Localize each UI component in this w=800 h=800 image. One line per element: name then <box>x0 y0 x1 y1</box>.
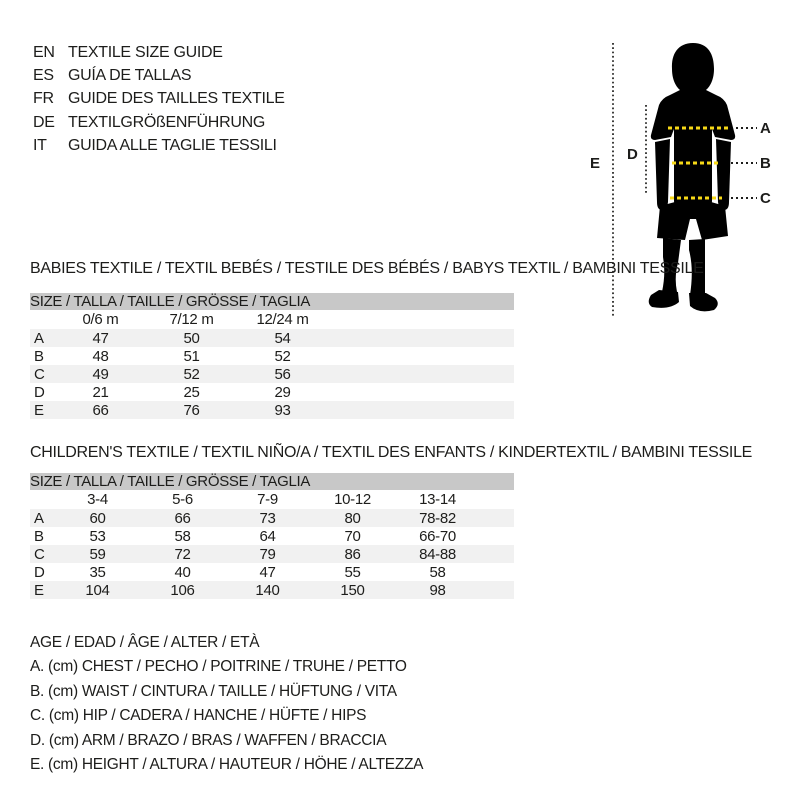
size-header-label: SIZE / TALLA / TAILLE / GRÖSSE / TAGLIA <box>30 293 514 310</box>
measurement-value: 79 <box>225 545 310 563</box>
language-title-row <box>33 64 285 87</box>
language-title-row <box>33 135 285 158</box>
filler-cell <box>328 383 514 401</box>
column-header-row <box>30 490 514 509</box>
measurement-value: 58 <box>429 563 446 581</box>
measurement-value: 150 <box>310 581 395 599</box>
measurement-value: 47 <box>259 563 276 581</box>
filler-cell <box>480 563 514 581</box>
measurement-value: 78-82 <box>395 509 480 527</box>
measurement-letter: B <box>34 527 44 545</box>
measure-label-chest: A <box>760 120 771 137</box>
measurement-value: 66 <box>55 401 146 419</box>
measurement-value: 60 <box>55 509 140 527</box>
measurement-value: 58 <box>174 527 191 545</box>
measurement-value: 54 <box>237 329 328 347</box>
measurement-row <box>30 509 514 527</box>
measurement-value: 66 <box>140 509 225 527</box>
guide-title-text: TEXTILGRÖßENFÜHRUNG <box>68 113 265 131</box>
measurement-value: 50 <box>146 329 237 347</box>
measurement-value: 21 <box>92 383 109 401</box>
child-silhouette-figure <box>598 35 793 325</box>
legend-line: B. (cm) WAIST / CINTURA / TAILLE / HÜFTUNG / VITA <box>30 682 397 700</box>
measurement-row <box>30 347 514 365</box>
guide-title-text: TEXTILE SIZE GUIDE <box>68 43 223 61</box>
measurement-letter: B <box>34 347 44 365</box>
measurement-row <box>30 545 514 563</box>
corner-empty-cell <box>30 310 55 329</box>
measurement-value: 35 <box>89 563 106 581</box>
language-code: IT <box>33 137 47 155</box>
measurement-value: 104 <box>55 581 140 599</box>
measurement-value: 55 <box>344 563 361 581</box>
size-column-header: 12/24 m <box>256 311 309 328</box>
measurement-row <box>30 365 514 383</box>
legend-line: AGE / EDAD / ÂGE / ALTER / ETÀ <box>30 634 260 651</box>
measurement-row <box>30 563 514 581</box>
children-section-heading: CHILDREN'S TEXTILE / TEXTIL NIÑO/A / TEXTIL DES ENFANTS / KINDERTEXTIL / BAMBINI TESSILE <box>30 444 753 461</box>
measurement-value: 76 <box>146 401 237 419</box>
measurement-value: 48 <box>92 347 109 365</box>
filler-cell <box>328 347 514 365</box>
language-title-row <box>33 41 285 64</box>
size-column-header: 5-6 <box>172 491 193 508</box>
filler-cell <box>328 401 514 419</box>
measurement-value: 29 <box>274 383 291 401</box>
measure-label-height: E <box>590 155 600 172</box>
measurement-value: 53 <box>89 527 106 545</box>
measurement-value: 40 <box>174 563 191 581</box>
measurement-value: 25 <box>183 383 200 401</box>
measurement-value: 73 <box>225 509 310 527</box>
language-code: ES <box>33 67 54 85</box>
measurement-figure <box>598 35 793 325</box>
language-code: DE <box>33 113 55 131</box>
size-column-header: 7-9 <box>257 491 278 508</box>
filler-cell <box>480 490 514 509</box>
size-column-header: 7/12 m <box>169 311 214 328</box>
language-code: EN <box>33 43 55 61</box>
measurement-letter: D <box>34 383 45 401</box>
babies-section-heading: BABIES TEXTILE / TEXTIL BEBÉS / TESTILE DES BÉBÉS / BABYS TEXTIL / BAMBINI TESSILE <box>30 260 704 277</box>
measurement-row <box>30 401 514 419</box>
guide-title-text: GUIDE DES TAILLES TEXTILE <box>68 90 285 108</box>
children-size-table <box>30 473 514 599</box>
measurement-value: 98 <box>395 581 480 599</box>
measurement-row <box>30 527 514 545</box>
measurement-value: 140 <box>225 581 310 599</box>
measurement-value: 49 <box>55 365 146 383</box>
measure-label-hip: C <box>760 190 771 207</box>
measurement-value: 106 <box>140 581 225 599</box>
legend-line: D. (cm) ARM / BRAZO / BRAS / WAFFEN / BRACCIA <box>30 731 387 749</box>
legend-line: C. (cm) HIP / CADERA / HANCHE / HÜFTE / HIPS <box>30 707 367 725</box>
size-header-row <box>30 293 514 310</box>
silhouette-right-shoe <box>689 293 718 311</box>
measurement-value: 66-70 <box>419 527 456 545</box>
language-code: FR <box>33 90 54 108</box>
filler-cell <box>480 527 514 545</box>
measurement-letter: E <box>30 581 55 599</box>
filler-cell <box>328 310 514 329</box>
guide-title-text: GUÍA DE TALLAS <box>68 67 192 85</box>
measure-label-waist: B <box>760 155 771 172</box>
silhouette-left-arm <box>655 139 670 210</box>
filler-cell <box>480 545 514 563</box>
silhouette-shorts <box>657 202 728 240</box>
size-column-header: 3-4 <box>87 491 108 508</box>
measurement-value: 52 <box>274 347 291 365</box>
measurement-letter: D <box>34 563 45 581</box>
babies-size-table <box>30 293 514 419</box>
column-header-row <box>30 310 514 329</box>
measurement-value: 70 <box>344 527 361 545</box>
measurement-value: 84-88 <box>395 545 480 563</box>
size-column-header: 13-14 <box>419 491 456 508</box>
measurement-value: 56 <box>237 365 328 383</box>
measurement-value: 72 <box>140 545 225 563</box>
size-header-row <box>30 473 514 490</box>
measurement-row <box>30 329 514 347</box>
size-column-header: 10-12 <box>334 491 371 508</box>
measurement-value: 51 <box>183 347 200 365</box>
filler-cell <box>480 581 514 599</box>
measurement-letter: A <box>30 509 55 527</box>
size-header-label: SIZE / TALLA / TAILLE / GRÖSSE / TAGLIA <box>30 473 514 490</box>
filler-cell <box>480 509 514 527</box>
measurement-value: 64 <box>259 527 276 545</box>
measurement-value: 59 <box>55 545 140 563</box>
measurement-value: 52 <box>146 365 237 383</box>
language-title-row <box>33 111 285 134</box>
legend-line: E. (cm) HEIGHT / ALTURA / HAUTEUR / HÖHE / ALTEZZA <box>30 755 424 773</box>
guide-title-text: GUIDA ALLE TAGLIE TESSILI <box>68 137 277 155</box>
measurement-letter: A <box>30 329 55 347</box>
measurement-letter: C <box>30 545 55 563</box>
measurement-value: 86 <box>310 545 395 563</box>
legend-list <box>30 631 423 777</box>
language-title-row <box>33 88 285 111</box>
legend-line: A. (cm) CHEST / PECHO / POITRINE / TRUHE / PETTO <box>30 658 407 676</box>
size-column-header: 0/6 m <box>82 311 119 328</box>
measurement-letter: C <box>30 365 55 383</box>
filler-cell <box>328 365 514 383</box>
measurement-value: 93 <box>237 401 328 419</box>
measure-label-arm: D <box>627 146 638 163</box>
silhouette-left-shoe <box>649 290 679 308</box>
filler-cell <box>328 329 514 347</box>
title-language-list <box>33 41 285 158</box>
measurement-row <box>30 581 514 599</box>
silhouette-right-arm <box>716 139 731 210</box>
measurement-value: 80 <box>310 509 395 527</box>
corner-empty-cell <box>30 490 55 509</box>
measurement-value: 47 <box>55 329 146 347</box>
measurement-row <box>30 383 514 401</box>
measurement-letter: E <box>30 401 55 419</box>
